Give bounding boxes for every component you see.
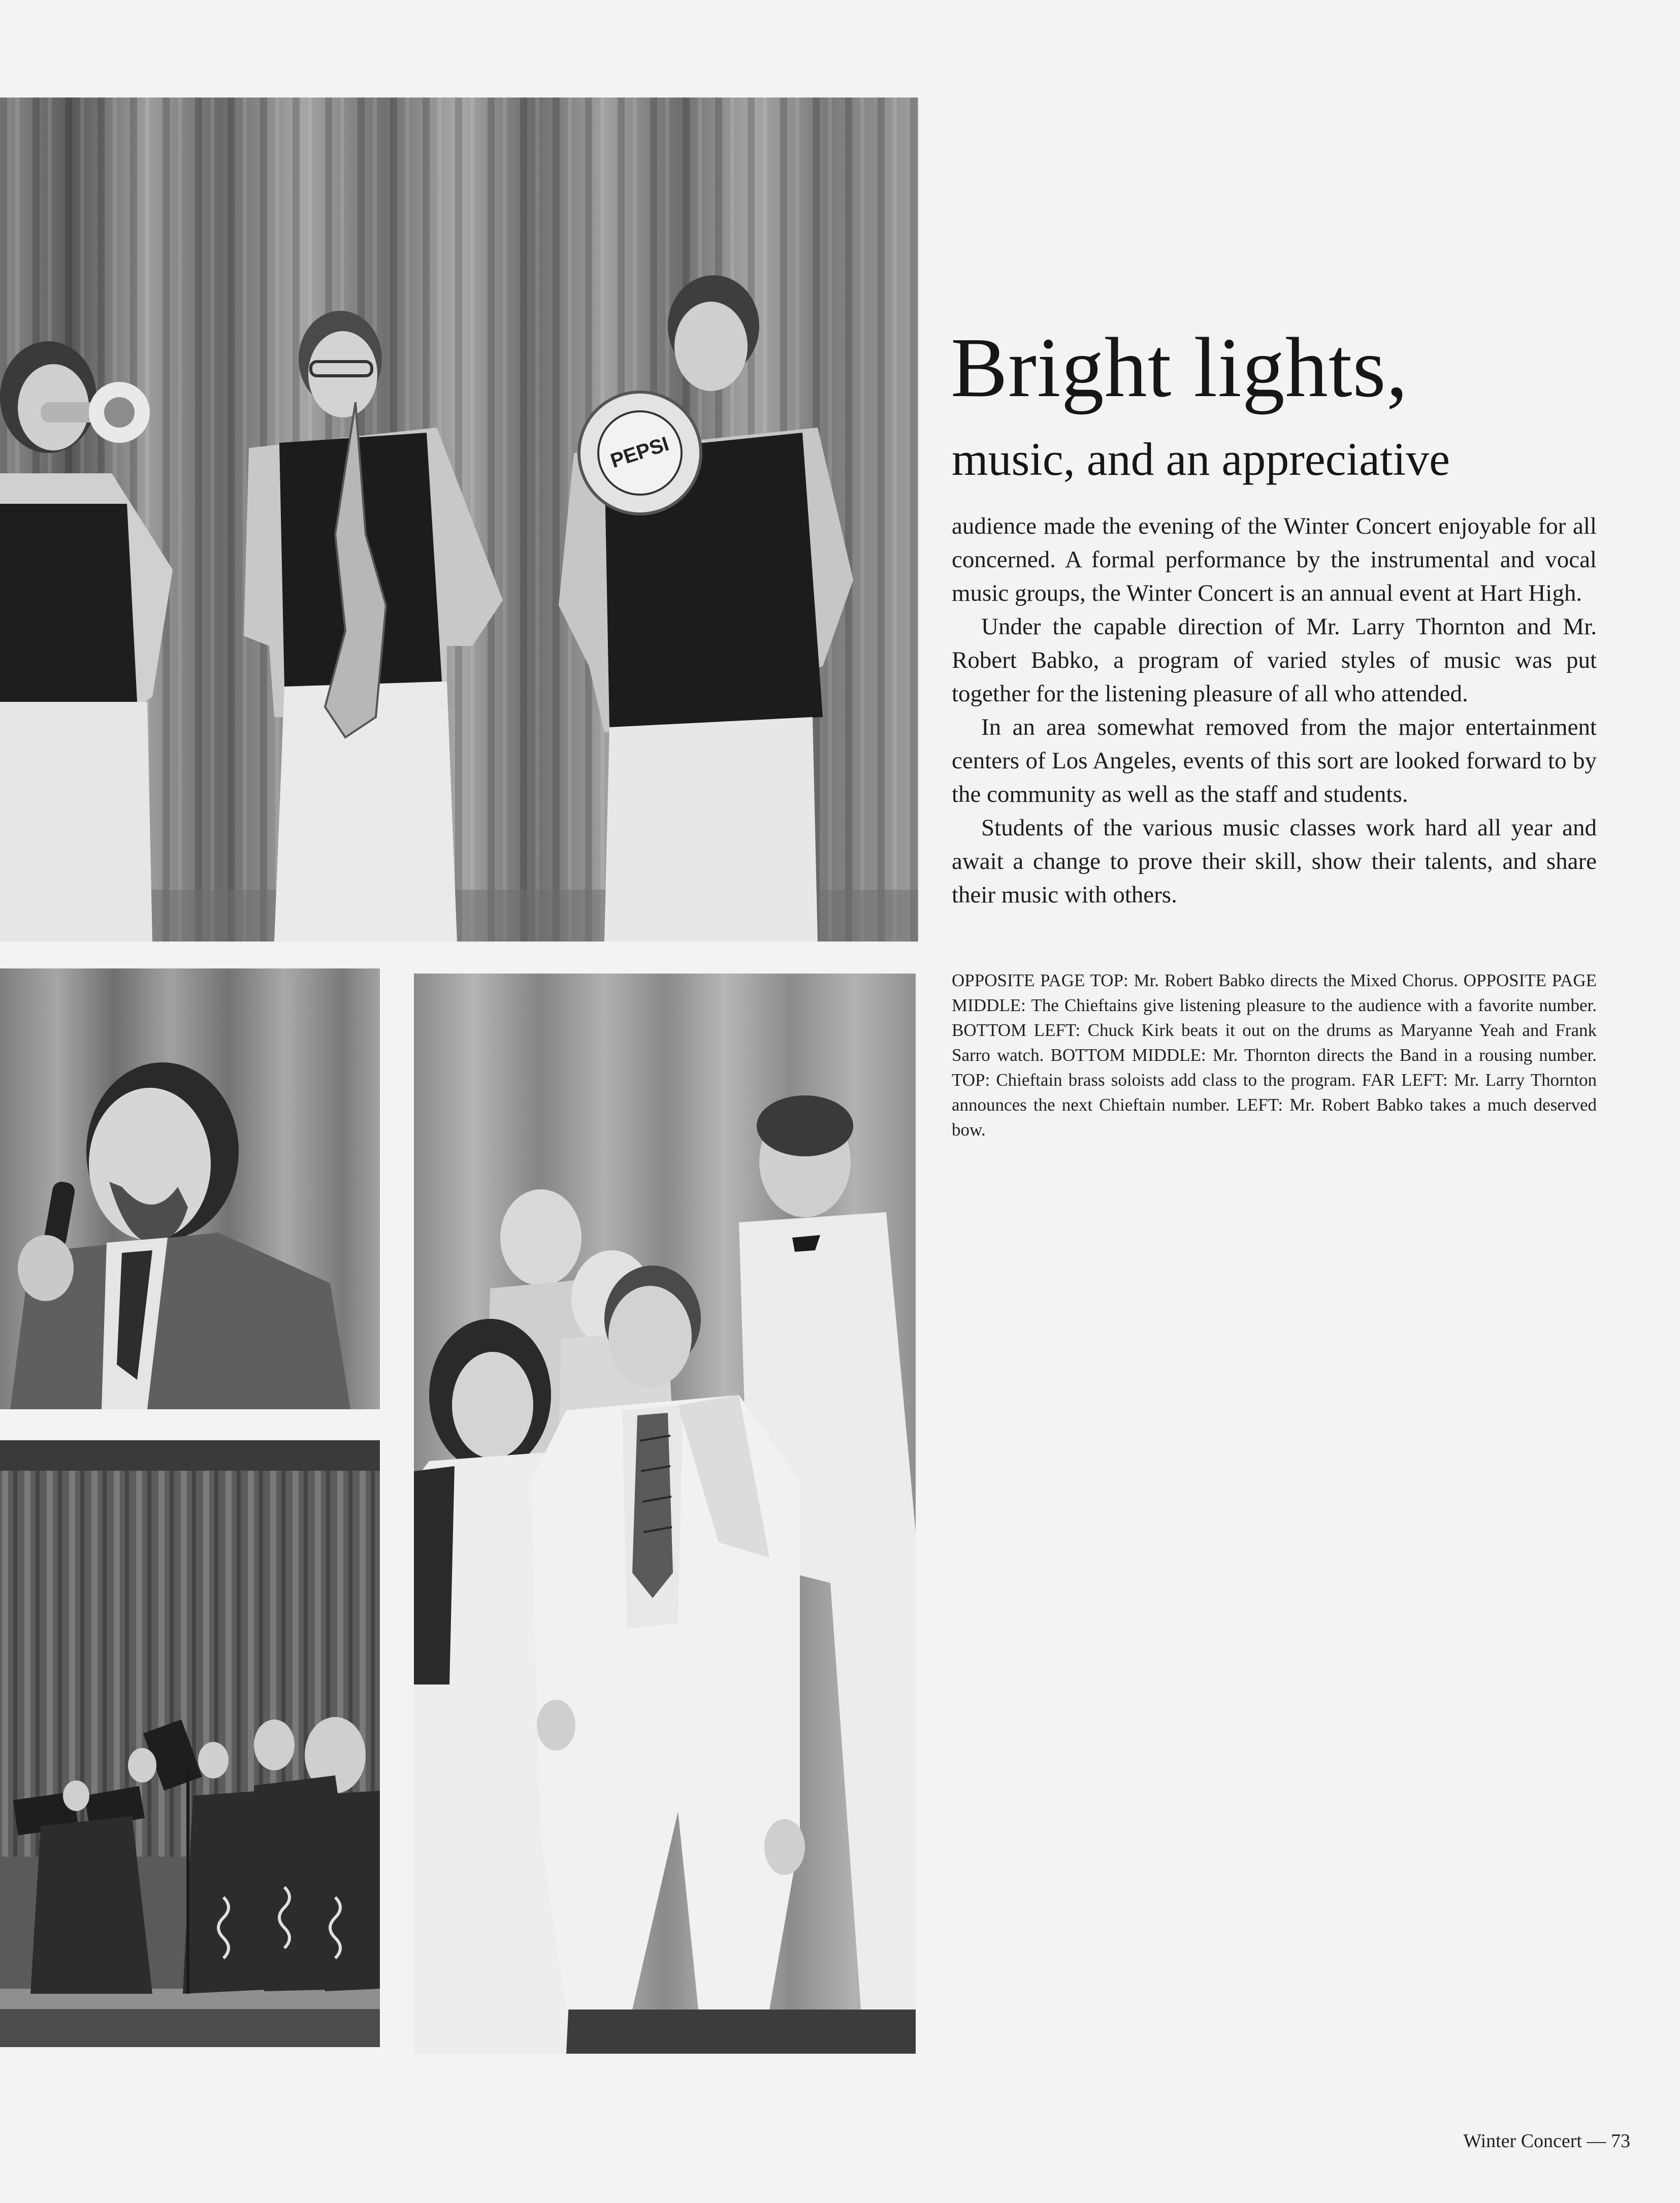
article-paragraph: Students of the various music classes work hard all year and await a change to prove their skill, show their talents, and share their music with others. — [952, 815, 1597, 908]
brass-soloists-image — [0, 98, 918, 942]
article-paragraph: In an area somewhat removed from the major entertainment centers of Los Angeles, events of this sort are looked forward to by the community as well as the staff and students. — [952, 714, 1597, 807]
photo-announcer — [0, 968, 380, 1409]
band-image — [0, 1440, 380, 2047]
photo-director-bow — [414, 974, 916, 2054]
article-paragraph: audience made the evening of the Winter Concert enjoyable for all concerned. A formal performance by the instrumental and vocal music groups, the Winter Concert is an annual event at Hart High. — [952, 513, 1597, 606]
article-paragraph: Under the capable direction of Mr. Larry Thornton and Mr. Robert Babko, a program of varied styles of music was put together for the listening pleasure of all who attended. — [952, 613, 1597, 707]
page-folio: Winter Concert — 73 — [1463, 2130, 1630, 2152]
announcer-image — [0, 968, 380, 1409]
subhead: music, and an appreciative — [952, 433, 1450, 485]
pepsi-sign-text: PEPSI — [607, 432, 672, 473]
photo-caption: OPPOSITE PAGE TOP: Mr. Robert Babko directs the Mixed Chorus. OPPOSITE PAGE MIDDLE: The Chieftains give listening pleasure to the audience with a favorite number. BOTTOM LEFT: Chuck Kirk beats it out on the drums as Maryanne Yeah and Frank Sarro watch. BOTTOM MIDDLE: Mr. Thornton directs the Band in a rousing number. TOP: Chieftain brass soloists add class to the program. FAR LEFT: Mr. Larry Thornton announces the next Chieftain number. LEFT: Mr. Robert Babko takes a much deserved bow. — [952, 970, 1597, 1140]
headline: Bright lights, — [951, 320, 1408, 415]
photo-brass-soloists — [0, 98, 918, 942]
article-body — [952, 509, 1597, 912]
photo-band — [0, 1440, 380, 2047]
director-bow-image — [414, 974, 916, 2054]
